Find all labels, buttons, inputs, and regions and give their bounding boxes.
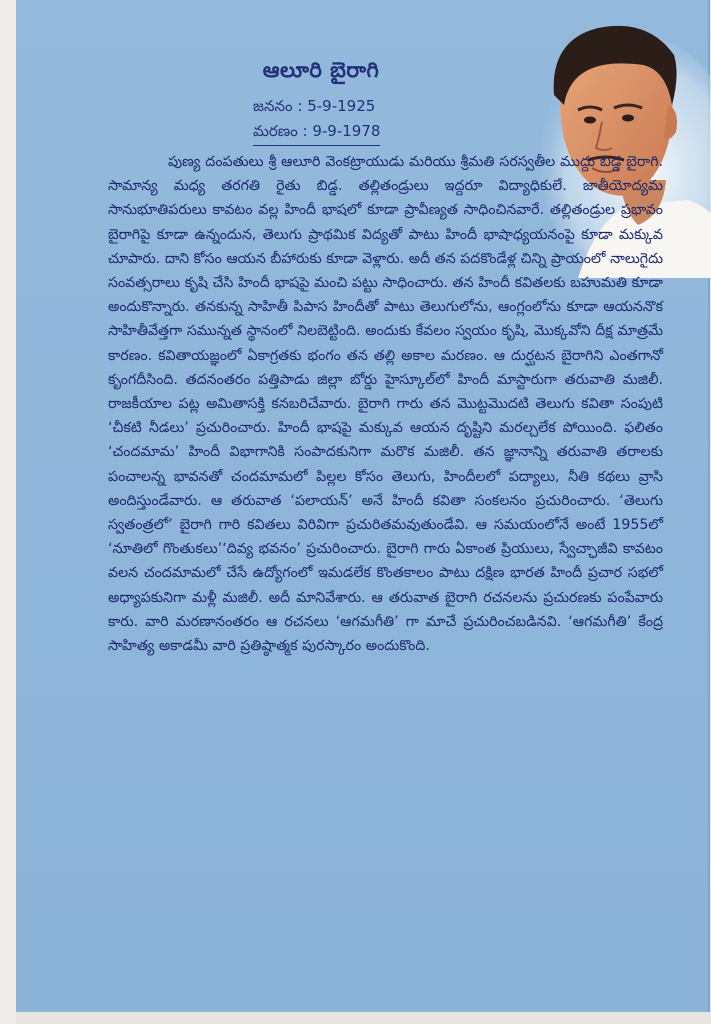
birth-date: జననం : 5-9-1925 — [253, 97, 376, 115]
page-bottom-margin — [16, 1012, 711, 1024]
poet-name-title: ఆలూరి బైరాగి — [262, 58, 380, 82]
document-page — [16, 0, 710, 1012]
life-dates — [253, 94, 421, 146]
biography-paragraph: పుణ్య దంపతులు శ్రీ ఆలూరి వెంకట్రాయుడు మరియు శ్రీమతి సరస్వతీల ముద్దు బిడ్డ బైరాగి. సామాన్య మధ్య తరగతి రైతు బిడ్డ. తల్లితండ్రులు ఇద్దరూ విద్యాధికులే. జాతీయోద్యమ సానుభూతిపరులు కావటం వల్ల హిందీ భాషలో కూడా ప్రావీణ్యత సాధించినవారే. తల్లితండ్రుల ప్రభావం బైరాగిపై కూడా ఉన్నందున, తెలుగు ప్రాథమిక విద్యతో పాటు హిందీ భాషాధ్యయనంపై కూడా మక్కువ చూపారు. దాని కోసం ఆయన బీహారుకు కూడా వెళ్లారు. అదీ తన పదకొండేళ్ల చిన్ని ప్రాయంలో నాలుగైదు సంవత్సరాలు కృషి చేసి హిందీ భాషపై మంచి పట్టు సాధించారు. తన హిందీ కవితలకు బహుమతి కూడా అందుకొన్నారు. తనకున్న సాహితీ పిపాస హిందీతో పాటు తెలుగులోను, ఆంగ్లంలోను కూడా ఆయననొక సాహితీవేత్తగా సమున్నత స్థానంలో నిలబెట్టింది. అందుకు కేవలం స్వయం కృషి, మొక్కవోని దీక్ష మాత్రమే కారణం. కవితాయజ్ఞంలో ఏకాగ్రతకు భంగం తన తల్లి అకాల మరణం. ఆ దుర్ఘటన బైరాగిని ఎంతగానో కృంగదీసింది. తదనంతరం పత్తిపాడు జిల్లా బోర్డు హైస్కూల్‌లో హిందీ మాస్టారుగా తరువాతి మజిలీ. రాజకీయాల పట్ల అమితాసక్తి కనబరిచేవారు. బైరాగి గారు తన మొట్టమొదటి తెలుగు కవితా సంపుటి ‘చీకటి నీడలు’ ప్రచురించారు. హిందీ భాషపై మక్కువ ఆయన దృష్టిని మరల్చలేక పోయింది. ఫలితం ‘చందమామ’ హిందీ విభాగానికి సంపాదకునిగా మరొక మజిలీ. తన జ్ఞానాన్ని తరువాతి తరాలకు పంచాలన్న భావనతో చందమామలో పిల్లల కోసం తెలుగు, హిందీలలో పద్యాలు, నీతి కథలు వ్రాసి అందిస్తుండేవారు. ఆ తరువాత ‘పలాయన్’ అనే హిందీ కవితా సంకలనం ప్రచురించారు. ‘తెలుగు స్వతంత్రలో’ బైరాగి గారి కవితలు విరివిగా ప్రచురితమవుతుండేవి. ఆ సమయంలోనే అంటే 1955లో ‘నూతిలో గొంతుకలు’‘దివ్య భవనం’ ప్రచురించారు. బైరాగి గారు ఏకాంత ప్రియులు, స్వేచ్ఛాజీవి కావటం వలన చందమామలో చేసే ఉద్యోగంలో ఇమడలేక కొంతకాలం పాటు దక్షిణ భారత హిందీ ప్రచార సభలో అధ్యాపకునిగా మళ్లీ మజిలీ. అదీ మానివేశారు. ఆ తరువాత బైరాగి రచనలను ప్రచురణకు పంపేవారు కారు. వారి మరణానంతరం ఆ రచనలు ‘ఆగమగీతి’ గా మాచే ప్రచురించబడినవి. ‘ఆగమగీతి’ కేంద్ర సాహిత్య అకాడమీ వారి ప్రతిష్ఠాత్మక పురస్కారం అందుకొంది. — [108, 154, 663, 655]
header — [221, 58, 421, 146]
death-date: మరణం : 9-9-1978 — [253, 119, 380, 146]
page-left-edge — [0, 0, 16, 1024]
